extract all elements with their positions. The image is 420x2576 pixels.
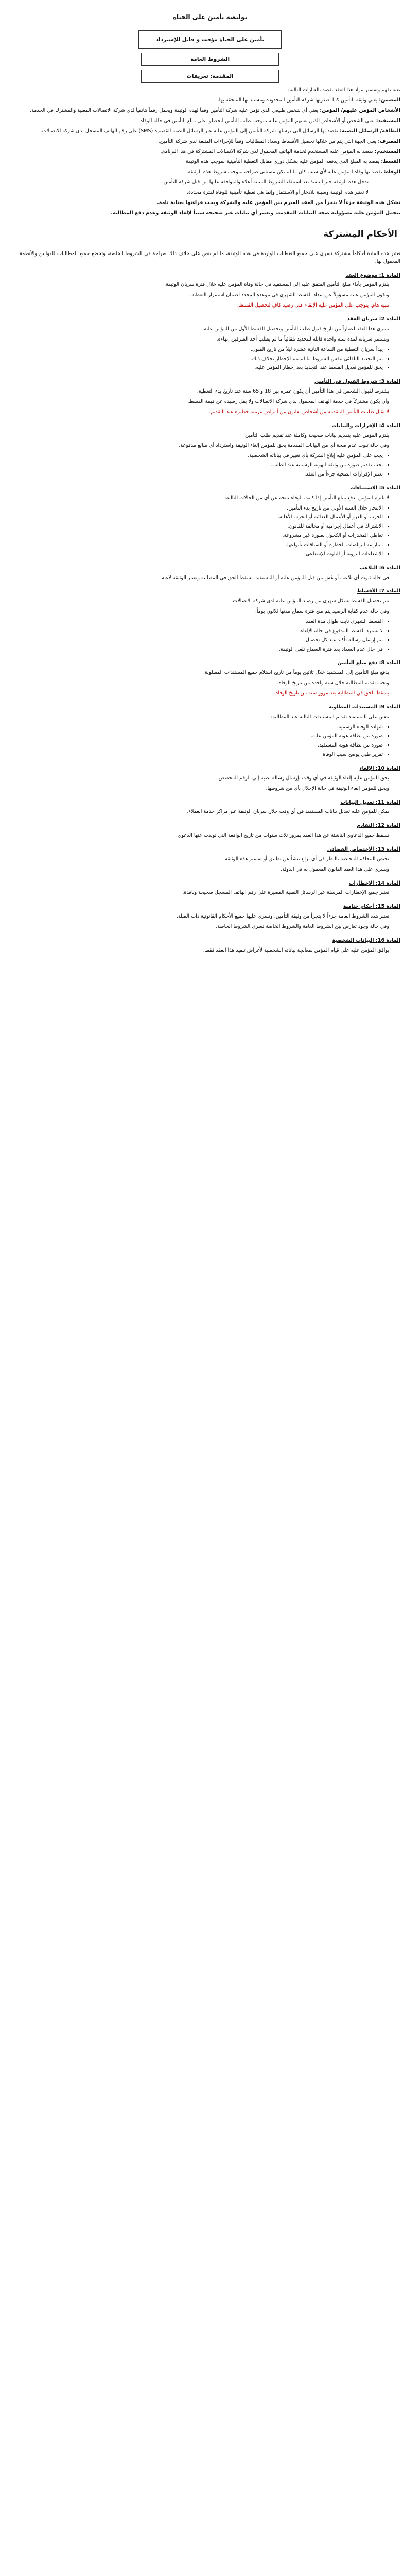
article-bullets [20, 346, 400, 372]
article-title: المادة 1: موضوع العقد [345, 272, 400, 278]
bullet-item: • شهادة الوفاة الرسمية. [20, 724, 383, 732]
bullet-item: • يجب تقديم صورة من وثيقة الهوية الرسمية عند الطلب. [20, 462, 383, 469]
bullet-item: • يتم إرسال رسالة تأكيد عند كل تحصيل. [20, 637, 383, 645]
article-bullets [20, 452, 400, 479]
article-title: المادة 8: دفع مبلغ التأمين [337, 660, 400, 666]
bullet-item: • لا يسترد القسط المدفوع في حالة الإلغاء. [20, 628, 383, 635]
definitions-list [20, 97, 400, 176]
definition-item [20, 117, 400, 125]
bullet-item: • ممارسة الرياضات الخطرة أو السباقات بأنواعها. [20, 541, 383, 549]
definition-text: يقصد بها وفاة المؤمن عليه لأي سبب كان ما لم يكن مستثنى صراحة بموجب شروط هذه الوثيقة. [186, 169, 382, 175]
bullet-item: • تعاطي المخدرات أو الكحول بصورة غير مشروعة. [20, 532, 383, 540]
bullet-item: • الانتحار خلال السنة الأولى من تاريخ بدء التأمين. [20, 505, 383, 513]
definition-text: يعني الشخص أو الأشخاص الذين يعينهم المؤمن عليه بموجب طلب التأمين ليحصلوا على مبلغ التأمين في حالة الوفاة. [138, 117, 375, 124]
definition-term: المضمن: [379, 97, 400, 104]
definitions-box: المقدمة: تعريفات [141, 70, 279, 83]
article-title: المادة 12: التقادم [357, 823, 400, 829]
article-paragraph: ويجب تقديم المطالبة خلال سنة واحدة من تاريخ الوفاة. [277, 680, 389, 686]
bullet-item: • تعتبر الإقرارات الصحية جزءاً من العقد. [20, 471, 383, 479]
article-warning: تنبيه هام: يتوجب على المؤمن عليه الإبقاء على رصيد كافٍ لتحصيل القسط. [237, 302, 389, 309]
general-terms-box: الشروط العامة [141, 53, 279, 66]
bullet-item: • يجب على المؤمن عليه إبلاغ الشركة بأي تغيير في بياناته الشخصية. [20, 452, 383, 460]
article-paragraph: يتم تحصيل القسط بشكل شهري من رصيد المؤمن عليه لدى شركة الاتصالات. [231, 598, 389, 604]
article-title: المادة 3: شروط القبول في التأمين [314, 379, 400, 385]
article-paragraph: يتعين على المستفيد تقديم المستندات التالية عند المطالبة: [271, 714, 389, 720]
article-paragraph: وأن يكون مشتركاً في خدمة الهاتف المحمول لدى شركة الاتصالات ولا يقل رصيده عن قيمة القسط. [187, 398, 389, 404]
article-paragraph: يشترط لقبول الشخص في هذا التأمين أن يكون عمره بين 18 و 65 سنة عند تاريخ بدء التغطية. [197, 388, 389, 395]
article-paragraph: يوافق المؤمن عليه على قيام المؤمن بمعالجة بياناته الشخصية لأغراض تنفيذ هذا العقد فقط. [203, 947, 389, 953]
article-title: المادة 11: تعديل البيانات [340, 799, 400, 805]
article-title: المادة 13: الاختصاص القضائي [327, 846, 400, 853]
article-paragraph: تعتبر جميع الإخطارات المرسلة عبر الرسائل النصية القصيرة على رقم الهاتف المسجل صحيحة ونافذة. [182, 890, 389, 896]
article-title: المادة 4: الإقرارات والبيانات [331, 422, 400, 429]
article-bullets [20, 505, 400, 558]
article-title: المادة 5: الاستثناءات [350, 485, 400, 491]
definition-text: يعني أي شخص طبيعي الذي تؤمن عليه شركة التأمين وفقاً لهذه الوثيقة ويحمل رقماً هاتفياً لدى شركة الاتصالات المعنية والمشترك في الخدمة. [30, 108, 319, 114]
article-paragraph: وفي حالة عدم كفاية الرصيد يتم منح فترة سماح مدتها ثلاثون يوماً. [255, 608, 389, 615]
intro-text: بغية تفهم وتفسير مواد هذا العقد يقصد بالعبارات التالية: [288, 87, 400, 93]
article-paragraph: تسقط جميع الدعاوى الناشئة عن هذا العقد بمرور ثلاث سنوات من تاريخ الواقعة التي تولدت عنها الدعوى. [176, 833, 389, 839]
general-provisions-heading: الأحكام المشتركة [20, 225, 400, 244]
bullet-item: • الإشعاعات النووية أو التلوث الإشعاعي. [20, 551, 383, 558]
bold-notes [20, 199, 400, 217]
definition-text: يعني وثيقة التأمين كما أصدرتها شركة التأمين المحدودة ومستنداتها الملحقة بها. [217, 97, 378, 104]
article-paragraph: في حالة ثبوت أي تلاعب أو غش من قبل المؤمن عليه أو المستفيد، يسقط الحق في المطالبة وتعتبر الوثيقة لاغية. [160, 574, 389, 581]
bold-note: يتحمل المؤمن عليه مسؤولية صحة البيانات المقدمة، وتعتبر أي بيانات غير صحيحة سبباً لإلغاء الوثيقة وعدم دفع المطالبة. [111, 210, 400, 216]
bullet-item: • تقرير طبي يوضح سبب الوفاة. [20, 751, 383, 759]
document-title: بوليصة تأمين على الحياة [172, 13, 248, 21]
articles [20, 272, 400, 955]
definition-item [20, 168, 400, 176]
document-page [20, 0, 400, 955]
article-paragraph: ويكون المؤمن عليه مسؤولاً عن سداد القسط الشهري في موعده المحدد لضمان استمرار التغطية. [190, 292, 389, 298]
article-bullets [20, 618, 400, 653]
article-title: المادة 7: الأقساط [357, 588, 400, 595]
bullet-item: • صورة من بطاقة هوية المؤمن عليه. [20, 733, 383, 740]
article-title: المادة 10: الإلغاء [359, 766, 400, 772]
definition-text: يعني الجهة التي يتم من خلالها تحصيل الأقساط وسداد المطالبات وفقاً للإجراءات المتبعة لدى شركة التأمين. [158, 138, 377, 144]
article-bullets [20, 724, 400, 759]
bullet-item: • القسط الشهري ثابت طوال مدة العقد. [20, 618, 383, 626]
definition-item [20, 158, 400, 166]
notice-text: لا تعتبر هذه الوثيقة وسيلة للادخار أو الاستثمار وإنما هي تغطية تأمينية للوفاة لفترة محددة. [187, 189, 369, 195]
article-paragraph: يمكن للمؤمن عليه تعديل بيانات المستفيد في أي وقت خلال سريان الوثيقة عبر مراكز خدمة العملاء. [187, 809, 389, 815]
bullet-item: • يبدأ سريان التغطية من الساعة الثانية عشرة ليلاً من تاريخ القبول. [20, 346, 383, 354]
article-title: المادة 2: سريان العقد [347, 316, 400, 323]
general-intro: تعتبر هذه المادة أحكاماً مشتركة تسري على جميع التغطيات الواردة في هذه الوثيقة، ما لم ينص على خلاف ذلك صراحة في الشروط الخاصة، وتخضع جميع المطالبات للقوانين والأنظمة المعمول بها. [20, 250, 400, 264]
article-title: المادة 15: أحكام ختامية [343, 904, 400, 910]
definition-term: القسط: [381, 159, 400, 165]
bullet-item: • الاشتراك في أعمال إجرامية أو مخالفة للقانون. [20, 523, 383, 531]
bullet-item: • يتم التجديد التلقائي بنفس الشروط ما لم يتم الإخطار بخلاف ذلك. [20, 355, 383, 363]
definition-item [20, 138, 400, 146]
definition-text: يقصد به المبلغ الذي يدفعه المؤمن عليه بشكل دوري مقابل التغطية التأمينية بموجب هذه الوثيقة. [184, 159, 380, 165]
bold-note: تشكل هذه الوثيقة جزءاً لا يتجزأ من العقد المبرم بين المؤمن عليه والشركة ويجب قراءتها بعناية تامة. [157, 199, 400, 206]
definition-item [20, 148, 400, 156]
bullet-item: • في حال عدم السداد بعد فترة السماح تلغى الوثيقة. [20, 646, 383, 654]
article-paragraph: يسري هذا العقد اعتباراً من تاريخ قبول طلب التأمين وتحصيل القسط الأول من المؤمن عليه. [202, 326, 389, 332]
article-paragraph: يحق للمؤمن عليه إلغاء الوثيقة في أي وقت بإرسال رسالة نصية إلى الرقم المخصص. [217, 775, 389, 781]
definition-term: الأشخاص المؤمن عليهم/ المؤمن: [320, 108, 400, 114]
article-paragraph: ويستمر سريانه لمدة سنة واحدة قابلة للتجديد تلقائياً ما لم يطلب أحد الطرفين إنهاءه. [216, 336, 389, 342]
bullet-item: • يحق للمؤمن تعديل القسط عند التجديد بعد إخطار المؤمن عليه. [20, 364, 383, 372]
definition-term: المستفيد: [376, 117, 400, 124]
article-paragraph: تعتبر هذه الشروط العامة جزءاً لا يتجزأ من وثيقة التأمين، وتسري عليها جميع الأحكام القانونية ذات الصلة. [176, 913, 389, 920]
article-title: المادة 16: البيانات الشخصية [332, 937, 400, 943]
definition-term: الوفاة: [383, 169, 400, 175]
article-paragraph: وفي حالة ثبوت عدم صحة أي من البيانات المقدمة يحق للمؤمن إلغاء الوثيقة واسترداد أي مبالغ مدفوعة. [179, 443, 389, 449]
article-paragraph: لا يلتزم المؤمن بدفع مبلغ التأمين إذا كانت الوفاة ناتجة عن أي من الحالات التالية: [224, 495, 389, 501]
definition-item [20, 128, 400, 135]
notices [20, 179, 400, 197]
article-title: المادة 9: المستندات المطلوبة [328, 704, 400, 710]
article-paragraph: يدفع مبلغ التأمين إلى المستفيد خلال ثلاثين يوماً من تاريخ استلام جميع المستندات المطلوبة. [203, 670, 389, 676]
article-paragraph: تختص المحاكم المختصة بالنظر في أي نزاع ينشأ عن تطبيق أو تفسير هذه الوثيقة. [223, 856, 389, 862]
definition-item [20, 97, 400, 105]
article-paragraph: ويحق للمؤمن إلغاء الوثيقة في حالة الإخلال بأي من شروطها. [266, 785, 389, 791]
definition-text: يقصد به المؤمن عليه المستخدم لخدمة الهاتف المحمول لدى شركة الاتصالات المشتركة في هذا البرنامج. [160, 148, 373, 155]
bullet-item: • الحرب أو الغزو أو الأعمال العدائية أو الحرب الأهلية. [20, 514, 383, 521]
definition-term: المصرف: [378, 138, 400, 144]
article-paragraph: ويسري على هذا العقد القانون المعمول به في الدولة. [281, 866, 389, 872]
article-title: المادة 14: الإخطارات [348, 880, 400, 886]
article-warning: يسقط الحق في المطالبة بعد مرور سنة من تاريخ الوفاة. [274, 690, 389, 696]
product-title-box: تأمين على الحياة مؤقت و قابل للإسترداد [138, 30, 282, 49]
article-warning: لا تقبل طلبات التأمين المقدمة من أشخاص يعانون من أمراض مزمنة خطيرة عند التقديم. [209, 409, 389, 415]
definition-term: البطاقة/ الرسائل النصية: [340, 128, 400, 134]
bullet-item: • صورة من بطاقة هوية المستفيد. [20, 742, 383, 750]
article-title: المادة 6: التلاعب [359, 565, 400, 571]
notice-text: تدخل هذه الوثيقة حيز التنفيذ بعد استيفاء الشروط المبينة أعلاه والموافقة عليها من قبل شركة التأمين. [162, 179, 369, 185]
definition-item [20, 107, 400, 115]
article-paragraph: يلتزم المؤمن عليه بتقديم بيانات صحيحة وكاملة عند تقديم طلب التأمين. [243, 432, 389, 438]
definition-text: يقصد بها الرسائل التي ترسلها شركة التأمين إلى المؤمن عليه عبر الرسائل النصية القصيرة (SMS) على رقم الهاتف المسجل لدى شركة الاتصالات. [40, 128, 338, 134]
definition-term: المستخدم: [374, 148, 400, 155]
article-paragraph: وفي حالة وجود تعارض بين الشروط العامة والشروط الخاصة تسري الشروط الخاصة. [216, 924, 389, 930]
article-paragraph: يلتزم المؤمن بأداء مبلغ التأمين المتفق عليه إلى المستفيد في حالة وفاة المؤمن عليه خلال فترة سريان الوثيقة. [164, 282, 389, 288]
